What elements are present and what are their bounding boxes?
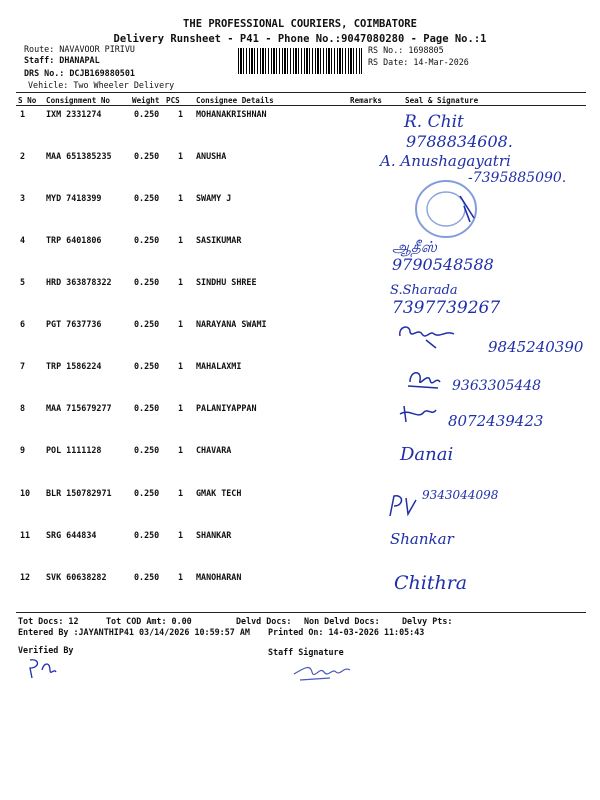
handwritten-phone-4: 9790548588 <box>392 255 494 274</box>
table-row <box>0 530 600 544</box>
handwritten-signature-6 <box>396 322 460 350</box>
verified-by-label: Verified By <box>18 645 74 655</box>
row-pcs: 1 <box>178 488 184 498</box>
row-consignee: NARAYANA SWAMI <box>196 319 267 329</box>
row-weight: 0.250 <box>134 445 160 455</box>
row-weight: 0.250 <box>134 361 160 371</box>
verifier-signature <box>24 656 60 680</box>
row-weight: 0.250 <box>134 488 160 498</box>
row-consignment: TRP 1586224 <box>46 361 102 371</box>
row-consignment: BLR 150782971 <box>46 488 112 498</box>
row-sno: 3 <box>20 193 26 203</box>
row-weight: 0.250 <box>134 277 160 287</box>
handwritten-name-12: Chithra <box>394 572 468 594</box>
row-consignment: POL 1111128 <box>46 445 102 455</box>
row-consignment: MAA 715679277 <box>46 403 112 413</box>
col-consignee: Consignee Details <box>196 96 274 105</box>
handwritten-phone-2: -7395885090. <box>468 170 567 186</box>
header-rule-top <box>16 92 586 93</box>
vehicle-label: Vehicle: Two Wheeler Delivery <box>28 80 175 90</box>
row-sno: 5 <box>20 277 26 287</box>
row-pcs: 1 <box>178 109 184 119</box>
staff-signature-label: Staff Signature <box>268 647 344 657</box>
row-consignee: MANOHARAN <box>196 572 242 582</box>
handwritten-name-2: A. Anushagayatri <box>380 152 511 170</box>
handwritten-phone-5: 7397739267 <box>392 298 501 318</box>
row-consignment: IXM 2331274 <box>46 109 102 119</box>
entered-by: Entered By :JAYANTHIP41 03/14/2026 10:59:57 AM <box>18 627 250 637</box>
row-pcs: 1 <box>178 151 184 161</box>
row-pcs: 1 <box>178 193 184 203</box>
row-pcs: 1 <box>178 235 184 245</box>
row-pcs: 1 <box>178 572 184 582</box>
row-consignee: GMAK TECH <box>196 488 242 498</box>
handwritten-phone-7: 9363305448 <box>452 378 542 394</box>
printed-on: Printed On: 14-03-2026 11:05:43 <box>268 627 425 637</box>
total-docs: Tot Docs: 12 <box>18 616 79 626</box>
handwritten-phone-6: 9845240390 <box>488 338 584 356</box>
row-consignment: SVK 60638282 <box>46 572 107 582</box>
row-consignment: MAA 651385235 <box>46 151 112 161</box>
row-consignee: CHAVARA <box>196 445 232 455</box>
col-pcs: PCS <box>166 96 180 105</box>
table-row <box>0 572 600 586</box>
row-sno: 4 <box>20 235 26 245</box>
table-row <box>0 361 600 375</box>
table-row <box>0 277 600 291</box>
row-pcs: 1 <box>178 530 184 540</box>
runsheet-title: Delivery Runsheet - P41 - Phone No.:9047080280 - Page No.:1 <box>113 33 487 45</box>
row-pcs: 1 <box>178 361 184 371</box>
row-consignment: TRP 6401806 <box>46 235 102 245</box>
row-consignee: MAHALAXMI <box>196 361 242 371</box>
row-pcs: 1 <box>178 403 184 413</box>
handwritten-signature-10 <box>386 492 420 518</box>
row-consignee: SASIKUMAR <box>196 235 242 245</box>
handwritten-name-11: Shankar <box>390 530 454 548</box>
row-consignee: ANUSHA <box>196 151 227 161</box>
barcode <box>238 48 362 74</box>
row-weight: 0.250 <box>134 193 160 203</box>
row-consignee: SWAMY J <box>196 193 232 203</box>
header-rule-bottom <box>16 105 586 106</box>
row-weight: 0.250 <box>134 109 160 119</box>
row-consignment: PGT 7637736 <box>46 319 102 329</box>
row-consignee: PALANIYAPPAN <box>196 403 257 413</box>
row-sno: 7 <box>20 361 26 371</box>
row-consignment: HRD 363878322 <box>46 277 112 287</box>
route-label: Route: NAVAVOOR PIRIVU <box>24 44 135 54</box>
handwritten-phone-1: 9788834608. <box>406 132 513 151</box>
handwritten-name-4: ஆதீஸ் <box>392 238 437 256</box>
row-sno: 2 <box>20 151 26 161</box>
staff-signature <box>290 660 354 684</box>
row-consignment: SRG 644834 <box>46 530 97 540</box>
row-weight: 0.250 <box>134 151 160 161</box>
handwritten-name-1: R. Chit <box>404 112 464 132</box>
table-row <box>0 193 600 207</box>
row-weight: 0.250 <box>134 403 160 413</box>
table-row <box>0 235 600 249</box>
office-stamp <box>412 178 482 242</box>
col-weight: Weight <box>132 96 160 105</box>
row-sno: 8 <box>20 403 26 413</box>
row-weight: 0.250 <box>134 572 160 582</box>
row-pcs: 1 <box>178 319 184 329</box>
drs-number: DRS No.: DCJB169880501 <box>24 68 135 78</box>
handwritten-phone-10: 9343044098 <box>422 488 499 502</box>
table-row <box>0 445 600 459</box>
row-weight: 0.250 <box>134 235 160 245</box>
footer-rule <box>16 612 586 613</box>
col-seal-signature: Seal & Signature <box>405 96 479 105</box>
row-consignee: MOHANAKRISHNAN <box>196 109 267 119</box>
rs-date: RS Date: 14-Mar-2026 <box>368 57 469 67</box>
table-row <box>0 319 600 333</box>
row-sno: 10 <box>20 488 31 498</box>
row-sno: 11 <box>20 530 31 540</box>
row-consignment: MYD 7418399 <box>46 193 102 203</box>
row-sno: 12 <box>20 572 31 582</box>
handwritten-signature-7 <box>406 366 442 392</box>
row-pcs: 1 <box>178 445 184 455</box>
row-sno: 1 <box>20 109 26 119</box>
row-consignee: SHANKAR <box>196 530 232 540</box>
col-consignment: Consignment No <box>46 96 111 105</box>
row-consignee: SINDHU SHREE <box>196 277 257 287</box>
row-weight: 0.250 <box>134 319 160 329</box>
row-pcs: 1 <box>178 277 184 287</box>
col-sno: S No <box>18 96 37 105</box>
handwritten-signature-8 <box>398 402 438 426</box>
company-name: THE PROFESSIONAL COURIERS, COIMBATORE <box>183 18 417 30</box>
row-sno: 6 <box>20 319 26 329</box>
delivery-points: Delvy Pts: <box>402 616 453 626</box>
row-sno: 9 <box>20 445 26 455</box>
handwritten-phone-8: 8072439423 <box>448 412 544 430</box>
rs-number: RS No.: 1698805 <box>368 45 444 55</box>
handwritten-name-9: Danai <box>400 444 454 465</box>
delivered-docs: Delvd Docs: <box>236 616 292 626</box>
row-weight: 0.250 <box>134 530 160 540</box>
table-row <box>0 109 600 123</box>
col-remarks: Remarks <box>350 96 383 105</box>
non-delivered-docs: Non Delvd Docs: <box>304 616 380 626</box>
table-row <box>0 488 600 502</box>
total-cod-amount: Tot COD Amt: 0.00 <box>106 616 192 626</box>
handwritten-name-5: S.Sharada <box>390 283 458 298</box>
staff-label: Staff: DHANAPAL <box>24 55 100 65</box>
